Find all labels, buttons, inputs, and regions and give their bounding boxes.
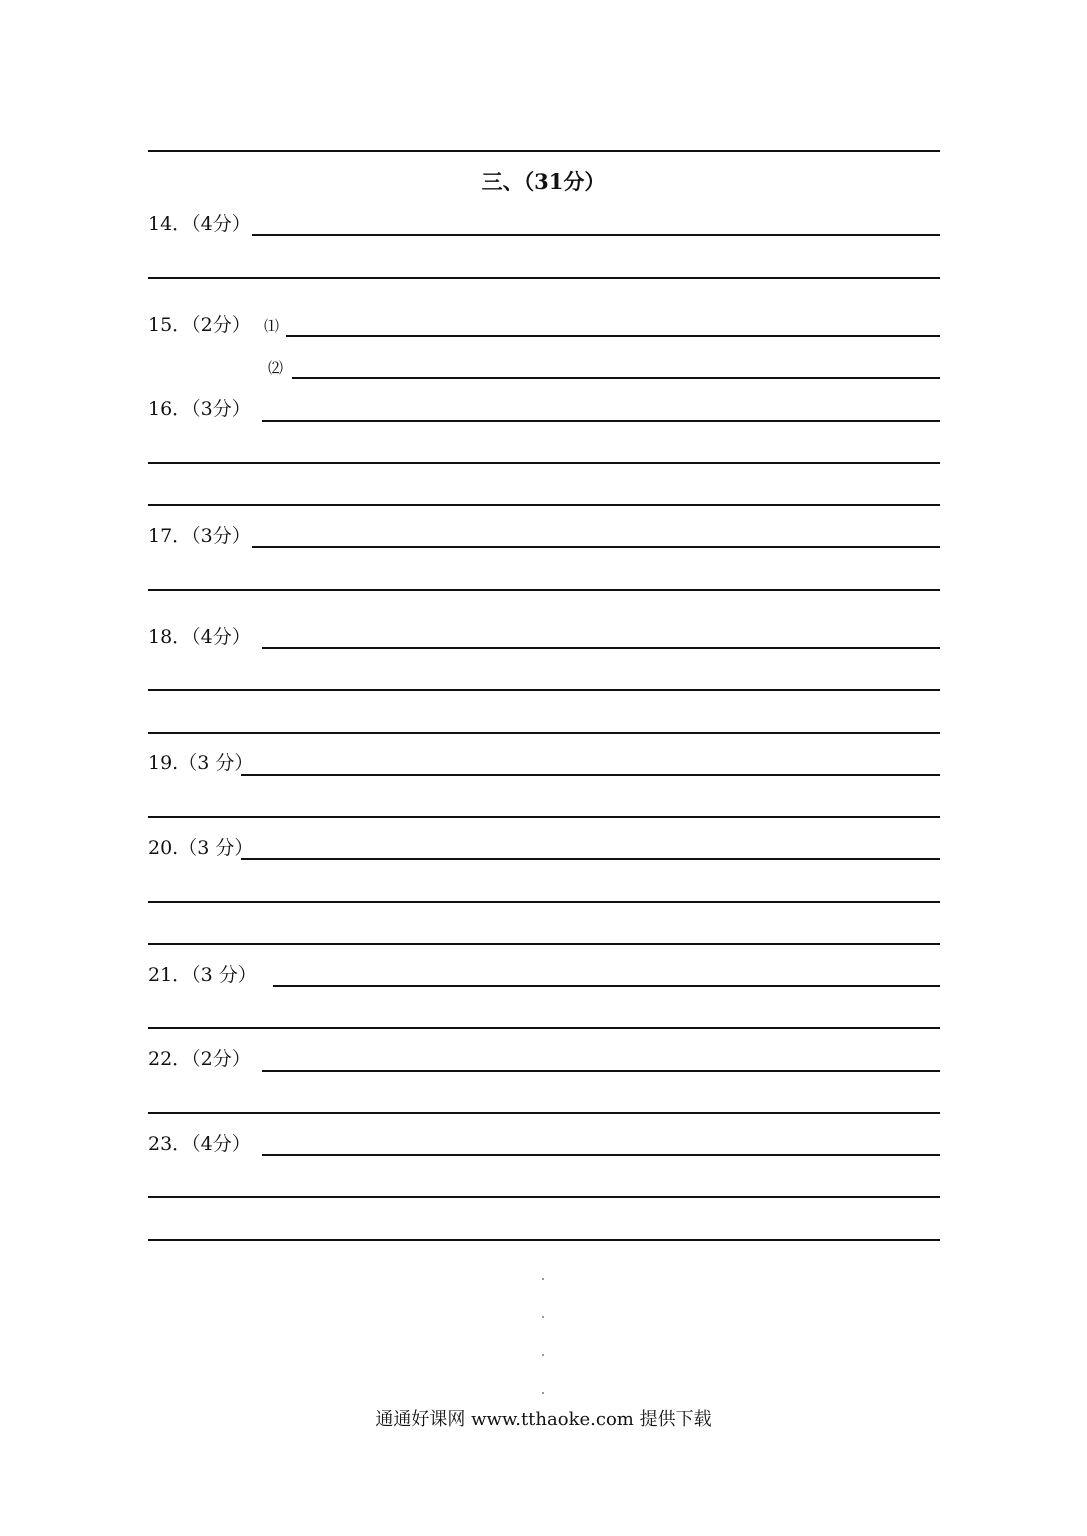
answer-line-22-2[interactable] xyxy=(148,1112,940,1114)
question-23-label: 23．（4分） xyxy=(148,1133,251,1155)
answer-line-15-1[interactable] xyxy=(286,335,940,337)
top-border-line xyxy=(148,150,940,152)
answer-line-23-3[interactable] xyxy=(148,1239,940,1241)
answer-line-16-2[interactable] xyxy=(148,462,940,464)
answer-line-16-3[interactable] xyxy=(148,504,940,506)
answer-line-14-2[interactable] xyxy=(148,277,940,279)
scan-dot xyxy=(542,1278,544,1280)
question-17-label: 17．（3分） xyxy=(148,525,251,547)
answer-line-16-1[interactable] xyxy=(262,420,940,422)
answer-line-20-1[interactable] xyxy=(241,858,940,860)
scan-dot xyxy=(542,1316,544,1318)
answer-line-20-3[interactable] xyxy=(148,943,940,945)
scan-dot xyxy=(542,1392,544,1394)
answer-line-23-1[interactable] xyxy=(262,1154,940,1156)
answer-line-14-1[interactable] xyxy=(252,234,940,236)
answer-line-18-1[interactable] xyxy=(262,647,940,649)
answer-line-21-1[interactable] xyxy=(273,985,940,987)
answer-line-19-1[interactable] xyxy=(241,774,940,776)
scan-dot xyxy=(542,1354,544,1356)
footer-source-text: 通通好课网 www.tthaoke.com 提供下载 xyxy=(375,1409,712,1430)
answer-line-17-2[interactable] xyxy=(148,589,940,591)
answer-line-22-1[interactable] xyxy=(262,1070,940,1072)
question-20-label: 20.（3 分） xyxy=(148,837,254,859)
question-21-label: 21．（3 分） xyxy=(148,964,257,986)
answer-line-19-2[interactable] xyxy=(148,816,940,818)
question-15-sub1: ⑴ xyxy=(264,317,280,335)
question-18-label: 18．（4分） xyxy=(148,626,251,648)
answer-line-17-1[interactable] xyxy=(252,546,940,548)
section-title: 三、（31分） xyxy=(481,169,606,194)
answer-line-18-2[interactable] xyxy=(148,689,940,691)
question-15-sub2: ⑵ xyxy=(268,359,284,377)
answer-line-15-2[interactable] xyxy=(292,377,940,379)
answer-line-21-2[interactable] xyxy=(148,1027,940,1029)
answer-line-23-2[interactable] xyxy=(148,1196,940,1198)
answer-line-18-3[interactable] xyxy=(148,732,940,734)
question-16-label: 16．（3分） xyxy=(148,398,251,420)
question-22-label: 22．（2分） xyxy=(148,1048,251,1070)
question-15-label: 15．（2分） xyxy=(148,314,251,336)
question-14-label: 14．（4分） xyxy=(148,213,251,235)
answer-line-20-2[interactable] xyxy=(148,901,940,903)
question-19-label: 19.（3 分） xyxy=(148,752,254,774)
